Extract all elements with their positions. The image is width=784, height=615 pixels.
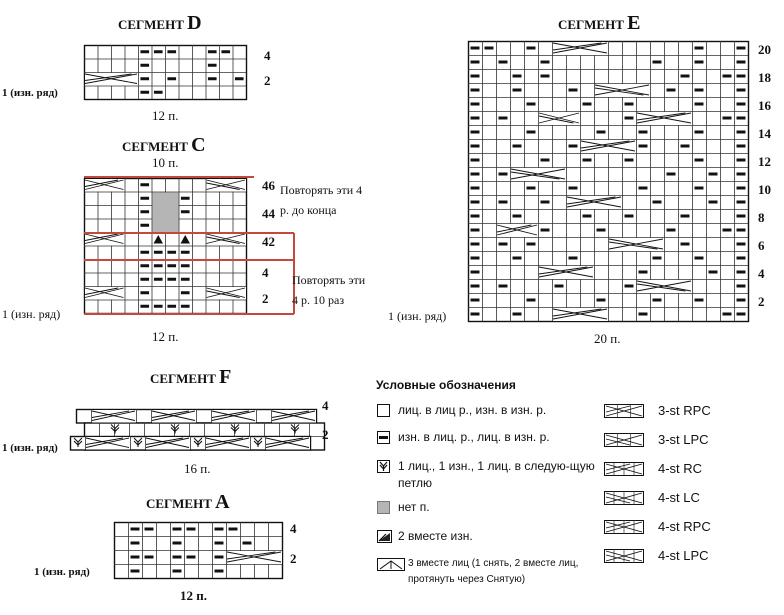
purl-symbol <box>181 197 190 200</box>
purl-symbol <box>215 556 224 559</box>
purl-symbol <box>140 50 149 53</box>
purl-symbol <box>145 528 154 531</box>
segment-a-row-label: 1 (изн. ряд) <box>34 566 90 578</box>
purl-symbol <box>527 47 536 50</box>
segment-e-row-2: 2 <box>758 294 765 309</box>
purl-symbol <box>513 75 522 78</box>
segment-f-row-2: 2 <box>322 427 329 442</box>
purl-symbol <box>569 145 578 148</box>
purl-symbol <box>513 313 522 316</box>
purl-symbol <box>471 131 480 134</box>
purl-symbol <box>471 271 480 274</box>
purl-symbol <box>471 89 480 92</box>
purl-symbol <box>471 173 480 176</box>
purl-symbol <box>737 243 746 246</box>
segment-e-row-14: 14 <box>758 126 771 141</box>
cable-4-st-rc-icon <box>604 462 644 476</box>
purl-symbol <box>181 278 190 281</box>
purl-symbol <box>737 61 746 64</box>
purl-symbol <box>131 542 140 545</box>
purl-symbol <box>695 61 704 64</box>
purl-symbol <box>737 229 746 232</box>
cable-legend-label: 4-st RPC <box>658 519 711 534</box>
segment-e-row-12: 12 <box>758 154 771 169</box>
segment-a-chart <box>114 520 284 582</box>
segment-e-row-6: 6 <box>758 238 765 253</box>
purl-symbol <box>723 229 732 232</box>
segment-f-row-label: 1 (изн. ряд) <box>2 442 58 454</box>
cable-legend-label: 3-st LPC <box>658 432 709 447</box>
purl-symbol <box>140 251 149 254</box>
purl-symbol <box>737 103 746 106</box>
purl-symbol <box>625 159 634 162</box>
purl-symbol <box>513 89 522 92</box>
purl-symbol <box>737 75 746 78</box>
purl-symbol <box>527 187 536 190</box>
purl-symbol <box>471 257 480 260</box>
segment-f-stitch-count: 16 п. <box>184 461 211 476</box>
segment-c-row-2: 2 <box>262 291 269 306</box>
purl-symbol <box>154 278 163 281</box>
purl-symbol <box>499 117 508 120</box>
purl-symbol <box>737 131 746 134</box>
purl-symbol <box>499 173 508 176</box>
segment-e-row-4: 4 <box>758 266 765 281</box>
segment-f-row-4: 4 <box>322 398 329 413</box>
purl-symbol <box>140 278 149 281</box>
purl-symbol <box>499 201 508 204</box>
purl-symbol <box>154 91 163 94</box>
purl-symbol <box>527 299 536 302</box>
purl-symbol <box>737 271 746 274</box>
purl-symbol <box>541 229 550 232</box>
purl-symbol <box>653 61 662 64</box>
knit-square-icon <box>377 404 390 417</box>
cable-4-st-lc-icon <box>604 491 644 505</box>
purl-symbol <box>154 305 163 308</box>
purl-symbol <box>737 201 746 204</box>
purl-symbol <box>513 257 522 260</box>
purl-symbol <box>667 89 676 92</box>
purl-symbol <box>639 145 648 148</box>
k3tog-icon <box>377 558 405 571</box>
purl-symbol <box>597 131 606 134</box>
purl-symbol <box>131 528 140 531</box>
purl-symbol <box>695 131 704 134</box>
purl-symbol <box>167 264 176 267</box>
purl-symbol <box>723 313 732 316</box>
purl-symbol <box>471 61 480 64</box>
purl-symbol <box>667 173 676 176</box>
purl-symbol <box>243 542 252 545</box>
purl-symbol <box>167 305 176 308</box>
purl-symbol <box>569 187 578 190</box>
purl-symbol <box>695 299 704 302</box>
purl-symbol <box>513 215 522 218</box>
purl-symbol <box>471 299 480 302</box>
cable-legend-label: 4-st RC <box>658 461 703 476</box>
cable-legend-label: 3-st RPC <box>658 403 711 418</box>
purl-symbol <box>154 251 163 254</box>
purl-symbol <box>167 251 176 254</box>
purl-symbol <box>569 89 578 92</box>
purl-symbol <box>597 229 606 232</box>
purl-symbol <box>140 291 149 294</box>
purl-symbol <box>723 117 732 120</box>
purl-symbol <box>625 117 634 120</box>
purl-symbol <box>681 215 690 218</box>
purl-symbol <box>583 215 592 218</box>
purl-symbol <box>173 556 182 559</box>
purl-symbol <box>681 75 690 78</box>
purl-symbol <box>695 187 704 190</box>
purl-symbol <box>695 159 704 162</box>
segment-e-title: СЕГМЕНТ E <box>558 12 641 34</box>
segment-d-row-2: 2 <box>264 73 271 88</box>
purl-dash-icon <box>377 431 390 444</box>
segment-d-row-4: 4 <box>264 48 271 63</box>
segment-d-title: СЕГМЕНТ D <box>118 12 202 34</box>
segment-a-row-2: 2 <box>290 551 297 566</box>
purl-symbol <box>625 103 634 106</box>
purl-symbol <box>695 47 704 50</box>
segment-c-top-count: 10 п. <box>152 155 179 170</box>
purl-symbol <box>569 257 578 260</box>
cable-legend-label: 4-st LC <box>658 490 700 505</box>
purl-symbol <box>181 210 190 213</box>
purl-symbol <box>695 257 704 260</box>
segment-c-row-42: 42 <box>262 234 275 249</box>
segment-d-stitch-count: 12 п. <box>152 108 179 123</box>
purl-symbol <box>471 75 480 78</box>
legend-purl-text: изн. в лиц. р., лиц. в изн. р. <box>398 430 550 444</box>
purl-symbol <box>527 243 536 246</box>
p2tog-icon <box>377 530 392 543</box>
segment-c-chart <box>84 176 304 324</box>
purl-symbol <box>471 229 480 232</box>
segment-c-repeat-note-1: Повторять эти 4 р. до конца <box>280 183 363 217</box>
purl-symbol <box>140 210 149 213</box>
segment-c-title: СЕГМЕНТ C <box>122 134 206 156</box>
purl-symbol <box>639 131 648 134</box>
segment-e-row-18: 18 <box>758 70 771 85</box>
legend-knit-text: лиц. в лиц р., изн. в изн. р. <box>398 403 547 417</box>
purl-symbol <box>215 570 224 573</box>
purl-symbol <box>471 215 480 218</box>
purl-symbol <box>140 64 149 67</box>
purl-symbol <box>639 313 648 316</box>
purl-symbol <box>181 305 190 308</box>
purl-symbol <box>709 173 718 176</box>
purl-symbol <box>140 77 149 80</box>
purl-symbol <box>555 285 564 288</box>
purl-symbol <box>173 528 182 531</box>
purl-symbol <box>681 243 690 246</box>
purl-symbol <box>499 243 508 246</box>
segment-e-row-20: 20 <box>758 42 771 57</box>
legend-no-stitch-text: нет п. <box>398 500 430 514</box>
no-stitch-icon <box>377 501 390 514</box>
segment-e-row-16: 16 <box>758 98 771 113</box>
purl-symbol <box>639 271 648 274</box>
purl-symbol <box>695 103 704 106</box>
purl-symbol <box>737 313 746 316</box>
segment-c-repeat-note-2: Повторять эти 4 р. 10 раз <box>292 273 366 307</box>
purl-symbol <box>527 131 536 134</box>
cable-legend-label: 4-st LPC <box>658 548 709 563</box>
cable-3-st-rpc-icon <box>604 404 644 418</box>
purl-symbol <box>140 197 149 200</box>
purl-symbol <box>471 103 480 106</box>
purl-symbol <box>737 47 746 50</box>
segment-e-stitch-count: 20 п. <box>594 331 621 346</box>
segment-e-row-8: 8 <box>758 210 765 225</box>
purl-symbol <box>181 264 190 267</box>
segment-e-chart <box>468 41 752 325</box>
purl-symbol <box>187 556 196 559</box>
purl-symbol <box>499 285 508 288</box>
purl-symbol <box>154 264 163 267</box>
purl-symbol <box>181 251 190 254</box>
purl-symbol <box>471 187 480 190</box>
segment-a-stitch-count: 12 п. <box>180 588 207 603</box>
segment-c-row-4: 4 <box>262 265 269 280</box>
legend-k3tog-text: 3 вместе лиц (1 снять, 2 вместе лиц, протянуть через Снятую) <box>408 558 579 585</box>
legend-p2tog-text: 2 вместе изн. <box>398 529 473 543</box>
purl-symbol <box>154 50 163 53</box>
purl-symbol <box>485 47 494 50</box>
purl-symbol <box>653 257 662 260</box>
purl-symbol <box>140 224 149 227</box>
segment-e-row-10: 10 <box>758 182 771 197</box>
purl-symbol <box>513 145 522 148</box>
purl-symbol <box>625 285 634 288</box>
no-stitch-cell <box>153 193 179 233</box>
purl-symbol <box>667 229 676 232</box>
segment-e-row-label: 1 (изн. ряд) <box>388 309 447 323</box>
purl-symbol <box>215 528 224 531</box>
cable-4-st-lpc-icon <box>604 549 644 563</box>
purl-symbol <box>653 201 662 204</box>
segment-c-row-label: 1 (изн. ряд) <box>2 307 61 321</box>
segment-d-row-label: 1 (изн. ряд) <box>2 87 58 99</box>
purl-symbol <box>527 103 536 106</box>
purl-symbol <box>737 145 746 148</box>
purl-symbol <box>471 117 480 120</box>
segment-d-chart <box>84 45 246 101</box>
legend-increase-text: 1 лиц., 1 изн., 1 лиц. в следую-щую петлю <box>398 459 595 490</box>
increase-icon <box>377 460 390 473</box>
purl-symbol <box>471 47 480 50</box>
purl-symbol <box>709 271 718 274</box>
purl-symbol <box>541 75 550 78</box>
purl-symbol <box>695 89 704 92</box>
purl-symbol <box>208 64 217 67</box>
purl-symbol <box>187 528 196 531</box>
purl-symbol <box>709 201 718 204</box>
purl-symbol <box>583 159 592 162</box>
purl-symbol <box>229 528 238 531</box>
purl-symbol <box>737 215 746 218</box>
purl-symbol <box>235 77 244 80</box>
purl-symbol <box>140 305 149 308</box>
purl-symbol <box>471 145 480 148</box>
purl-symbol <box>181 291 190 294</box>
purl-symbol <box>167 50 176 53</box>
purl-symbol <box>471 313 480 316</box>
purl-symbol <box>208 77 217 80</box>
segment-f-chart <box>70 395 316 457</box>
purl-symbol <box>173 542 182 545</box>
purl-symbol <box>221 50 230 53</box>
purl-symbol <box>471 285 480 288</box>
purl-symbol <box>215 542 224 545</box>
legend-title: Условные обозначения <box>376 378 516 392</box>
purl-symbol <box>653 299 662 302</box>
purl-symbol <box>737 173 746 176</box>
purl-symbol <box>145 556 154 559</box>
purl-symbol <box>140 183 149 186</box>
purl-symbol <box>737 159 746 162</box>
purl-symbol <box>471 159 480 162</box>
segment-f-title: СЕГМЕНТ F <box>150 366 232 388</box>
purl-symbol <box>131 556 140 559</box>
purl-symbol <box>737 89 746 92</box>
segment-c-row-46: 46 <box>262 178 275 193</box>
purl-symbol <box>597 299 606 302</box>
purl-symbol <box>140 91 149 94</box>
purl-symbol <box>681 145 690 148</box>
purl-symbol <box>541 201 550 204</box>
purl-symbol <box>737 299 746 302</box>
purl-symbol <box>208 50 217 53</box>
segment-a-title: СЕГМЕНТ A <box>146 491 230 513</box>
purl-symbol <box>541 61 550 64</box>
purl-symbol <box>737 187 746 190</box>
purl-symbol <box>173 570 182 573</box>
purl-symbol <box>583 103 592 106</box>
purl-symbol <box>471 201 480 204</box>
segment-a-row-4: 4 <box>290 521 297 536</box>
purl-symbol <box>140 264 149 267</box>
cable-3-st-lpc-icon <box>604 433 644 447</box>
purl-symbol <box>471 243 480 246</box>
purl-symbol <box>499 61 508 64</box>
purl-symbol <box>167 77 176 80</box>
purl-symbol <box>167 278 176 281</box>
segment-c-row-44: 44 <box>262 206 275 221</box>
purl-symbol <box>131 570 140 573</box>
purl-symbol <box>737 257 746 260</box>
segment-c-stitch-count: 12 п. <box>152 329 179 344</box>
cable-4-st-rpc-icon <box>604 520 644 534</box>
purl-symbol <box>737 285 746 288</box>
purl-symbol <box>541 159 550 162</box>
purl-symbol <box>737 117 746 120</box>
purl-symbol <box>625 215 634 218</box>
purl-symbol <box>723 75 732 78</box>
purl-symbol <box>639 187 648 190</box>
